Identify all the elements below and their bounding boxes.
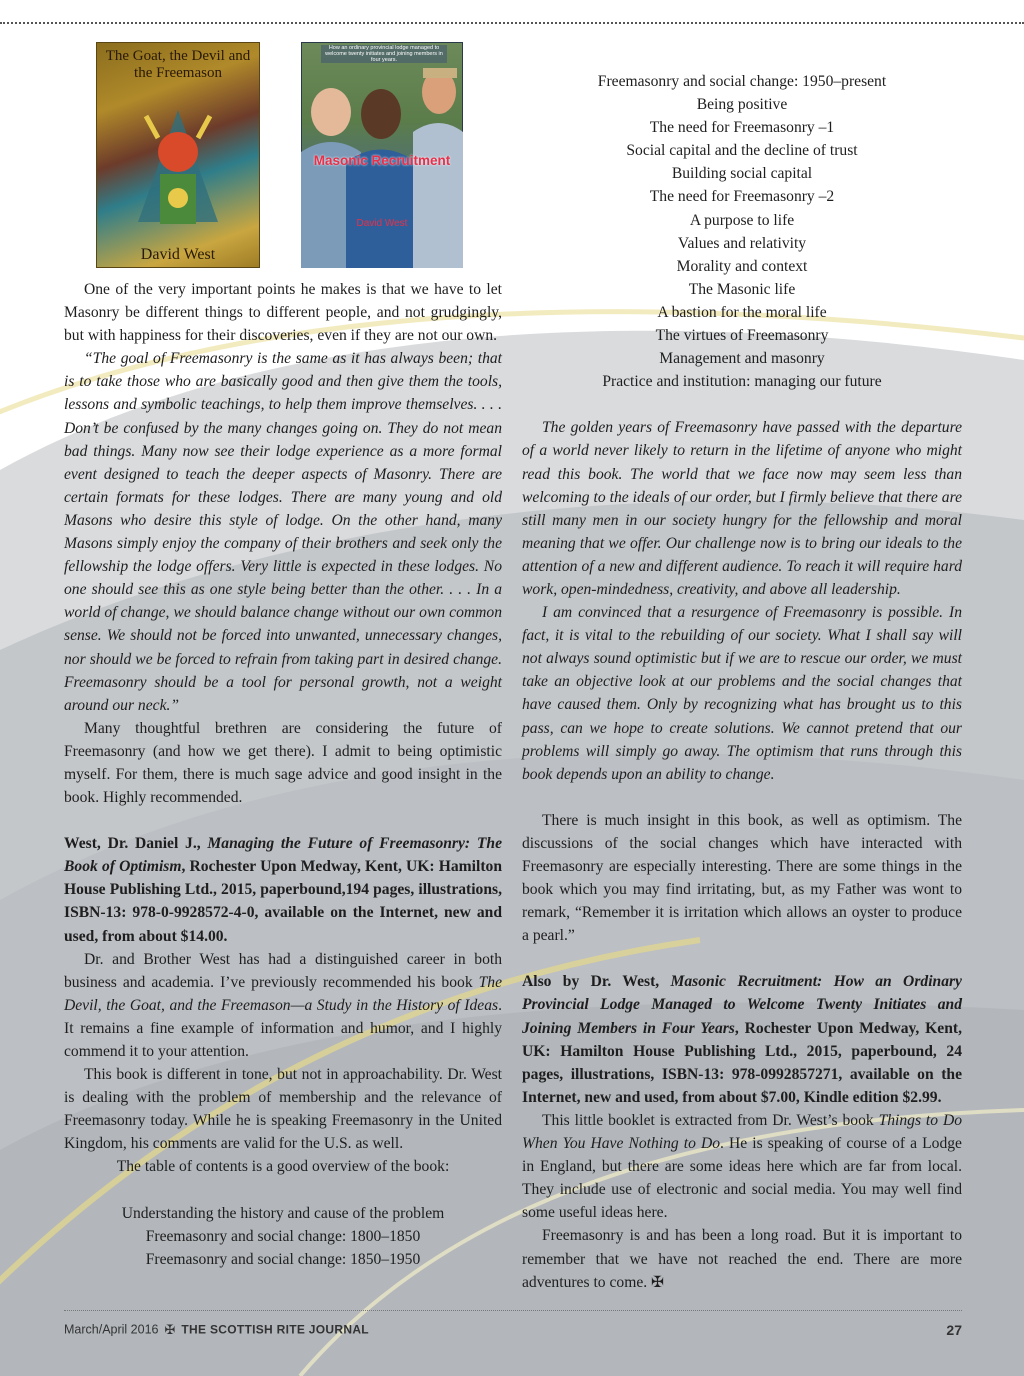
toc-list-left xyxy=(64,1202,502,1271)
right-column xyxy=(522,70,962,1294)
toc-item: Morality and context xyxy=(676,257,808,275)
right-quote-2: I am convinced that a resurgence of Freemasonry is possible. In fact, it is vital to the rebuilding of our society. What I shall say will not always sound optimistic but if we are to rescue our order, we must take an objective look at our problems and the social changes that have caused them. Only by recognizing what has brought us to this pass, can we hope to create solutions. We cannot pretend that our problems will simply go away. The optimism that runs through this book depends upon an ability to change. xyxy=(522,604,962,783)
right-quote-1: The golden years of Freemasonry have passed with the departure of a world never likely to return in the lifetime of anyone who might read this book. The world that we face now may seem less than welcoming to the ideals of our order, but I firmly believe that there are still many men in our society hungry for the fellowship and moral meaning that we offer. Our challenge now is to bring our ideals to the attention of a new and different audience. To reach it will require hard work, open-mindedness, creativity, and above all leadership. xyxy=(522,419,962,598)
book-citation-1: West, Dr. Daniel J., Managing the Future of Freemasonry: The Book of Optimism, Rochester Upon Medway, Kent, UK: Hamilton House Publishing Ltd., 2015, paperbound,194 pages, illustrations, ISBN-13: 978-0-9928572-4-0, available on the Internet, new and used, from about $14.00. xyxy=(64,835,502,945)
left-paragraph-3: Dr. and Brother West has had a distinguished career in both business and academia. I’ve previously recommended his book The Devil, the Goat, and the Freemason—a Study in the History of Ideas. It remains a fine example of information and humor, and I highly commend it to your attention. xyxy=(64,950,502,1060)
left-column xyxy=(64,278,502,1271)
toc-item: Freemasonry and social change: 1950–present xyxy=(597,73,887,90)
cover2-subtitle: How an ordinary provincial lodge managed to welcome twenty initiates and joining members in four years. xyxy=(321,45,447,63)
toc-item: Understanding the history and cause of the problem xyxy=(121,1204,445,1222)
book-title-1: Managing the Future of Freemasonry: The Book of Optimism xyxy=(64,835,502,876)
footer-issue: March/April 2016 xyxy=(64,1323,159,1337)
toc-item: The need for Freemasonry –2 xyxy=(649,188,835,206)
page-footer xyxy=(64,1322,962,1338)
right-paragraph-2: This little booklet is extracted from Dr. West’s book Things to Do When You Have Nothing to Do. He is speaking of course of a Lodge in England, but there are some ideas here which are far from local. They include use of electronic and social media. You may well find some useful ideas here. xyxy=(522,1111,962,1222)
cover1-author: David West xyxy=(140,246,216,263)
footer-dotted-rule xyxy=(64,1310,962,1311)
book-title-2: Masonic Recruitment: How an Ordinary Provincial Lodge Managed to Welcome Twenty Initiates and Joining Members in Four Years xyxy=(522,973,962,1037)
cover-masonic-recruitment xyxy=(301,42,463,268)
toc-item: Management and masonry xyxy=(659,350,825,368)
toc-item: The need for Freemasonry –1 xyxy=(649,119,835,137)
toc-list-right xyxy=(522,70,962,393)
left-paragraph-2: Many thoughtful brethren are considering the future of Freemasonry (and how we get there). I admit to being optimistic myself. For them, there is much sage advice and good insight in the book. Highly recommended. xyxy=(64,719,502,807)
toc-item: Freemasonry and social change: 1800–1850 xyxy=(145,1227,421,1245)
toc-item: Practice and institution: managing our future xyxy=(602,373,882,391)
right-paragraph-3: Freemasonry is and has been a long road. But it is important to remember that we have not reached the end. There are more adventures to come. ✠ xyxy=(522,1227,962,1291)
toc-item: Values and relativity xyxy=(677,234,807,252)
cover2-author: David West xyxy=(356,218,408,229)
left-paragraph-4: This book is different in tone, but not in approachability. Dr. West is dealing with the problem of membership and the relevance of Freemasonry today. While he is speaking Freemasonry in the United Kingdom, his comments are valid for the U.S. as well. xyxy=(64,1066,502,1153)
cover-goat-devil-freemason xyxy=(96,42,260,268)
page-number: 27 xyxy=(946,1322,962,1338)
footer-cross-icon: ✠ xyxy=(164,1322,176,1337)
right-paragraph-1: There is much insight in this book, as well as optimism. The discussions of the social changes which have interacted with Freemasonry are especially interesting. There are some things in the book which you may find irritating, but, as my Father was wont to remark, “Remember it is irritation which allows an oyster to produce a pearl.” xyxy=(522,811,962,945)
left-paragraph-5: The table of contents is a good overview of the book: xyxy=(116,1158,450,1176)
toc-item: Being positive xyxy=(696,96,788,114)
toc-item: A purpose to life xyxy=(689,211,795,229)
top-dotted-rule xyxy=(0,22,1024,24)
toc-item: The Masonic life xyxy=(688,280,796,298)
footer-journal-name: THE SCOTTISH RITE JOURNAL xyxy=(181,1323,369,1337)
toc-item: Social capital and the decline of trust xyxy=(626,142,858,160)
toc-item: Building social capital xyxy=(671,165,813,183)
book-citation-2: Also by Dr. West, Masonic Recruitment: How an Ordinary Provincial Lodge Managed to Welcome Twenty Initiates and Joining Members in Four Years, Rochester Upon Medway, Kent, UK: Hamilton House Publishing Ltd., 2015, paperbound, 24 pages, illustrations, ISBN-13: 978-0992857271, available on the Internet, new and used, from about $7.00, Kindle edition $2.99. xyxy=(522,973,962,1106)
cover1-title: The Goat, the Devil and the Freemason xyxy=(105,48,251,81)
toc-item: Freemasonry and social change: 1850–1950 xyxy=(145,1250,421,1268)
cover2-title: Masonic Recruitment xyxy=(313,153,451,168)
left-quote: “The goal of Freemasonry is the same as it has always been; that is to take those who are basically good and then give them the tools, lessons and symbolic teachings, to help them improve themselves. . . . Don’t be confused by the many changes going on. They do not mean bad things. Many now see their lodge experience as a more formal event designed to teach the deeper aspects of Masonry. There are certain formats for these lodges. There are many young and old Masons who desire this style of lodge. On the other hand, many Masons simply enjoy the company of their brothers and seek only the fellowship the lodge offers. Very little is expected in these lodges. No one should see this as one style being better than the other. . . . In a world of change, we should balance change without our own common sense. We should not be forced into unwanted, unnecessary changes, nor should we be forced to refrain from taking part in desired change. Freemasonry should be a tool for personal growth, not a weight around our neck.” xyxy=(64,350,502,714)
left-paragraph-1: One of the very important points he makes is that we have to let Masonry be different things to different people, and not grudgingly, but with happiness for their discoveries, even if they are not our own. xyxy=(64,281,502,345)
toc-item: A bastion for the moral life xyxy=(657,303,827,321)
goat-figure-illustration xyxy=(126,102,230,242)
toc-item: The virtues of Freemasonry xyxy=(655,327,829,345)
